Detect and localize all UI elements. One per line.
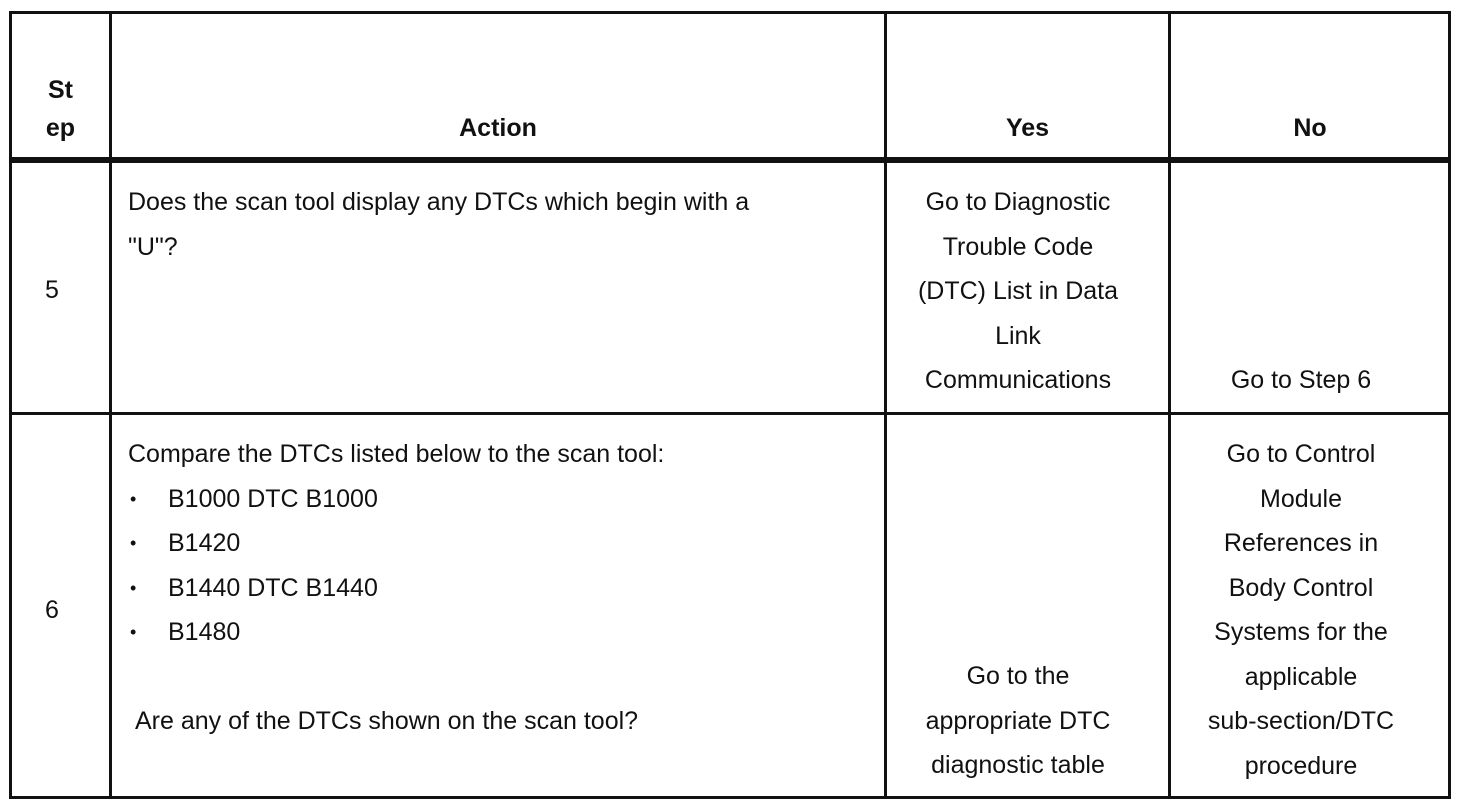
row6-no-line: Body Control xyxy=(1228,573,1374,602)
header-action: Action xyxy=(459,114,537,142)
row6-no-line: Module xyxy=(1260,484,1342,513)
row6-action xyxy=(128,432,868,744)
row5-yes xyxy=(887,180,1149,403)
header-step xyxy=(12,71,109,147)
list-item: • B1480 xyxy=(128,610,868,655)
row5-no xyxy=(1171,358,1431,403)
list-item: • B1420 xyxy=(128,521,868,566)
row6-no-line: procedure xyxy=(1244,751,1358,780)
row6-no-line: Go to Control xyxy=(1226,440,1376,468)
row5-no-line: Go to Step 6 xyxy=(1230,366,1372,394)
row6-action-intro: Compare the DTCs listed below to the scan tool: xyxy=(128,440,665,468)
row5-action-line2: "U"? xyxy=(128,232,178,261)
spacer xyxy=(128,655,868,700)
row-divider xyxy=(12,412,1448,415)
row6-no-line: References in xyxy=(1223,529,1379,557)
row5-yes-line: Go to Diagnostic xyxy=(925,188,1111,216)
header-no: No xyxy=(1293,114,1327,142)
header-step-line1: St xyxy=(48,76,73,104)
list-item: • B1000 DTC B1000 xyxy=(128,477,868,522)
row5-yes-line: Trouble Code xyxy=(942,232,1094,261)
row6-yes-line: Go to the xyxy=(966,662,1070,690)
row5-yes-line: Link xyxy=(995,321,1041,350)
diagnostic-table xyxy=(9,11,1451,799)
row6-yes-line: diagnostic table xyxy=(931,751,1105,779)
row5-action-line1: Does the scan tool display any DTCs which begin with a xyxy=(128,188,750,216)
row6-no-line: sub-section/DTC xyxy=(1207,707,1395,735)
header-divider xyxy=(12,157,1448,163)
row6-step: 6 xyxy=(45,596,59,624)
row6-action-question: Are any of the DTCs shown on the scan tool? xyxy=(135,707,639,735)
header-yes: Yes xyxy=(1005,114,1050,142)
row6-no-line: applicable xyxy=(1244,662,1358,691)
row5-action xyxy=(128,180,868,269)
row5-step: 5 xyxy=(45,276,59,304)
row6-yes xyxy=(887,654,1149,788)
row5-yes-line: Communications xyxy=(924,366,1112,394)
header-step-line2: ep xyxy=(45,114,76,142)
row6-no xyxy=(1171,432,1431,788)
row6-no-line: Systems for the xyxy=(1214,618,1388,646)
list-item: • B1440 DTC B1440 xyxy=(128,566,868,611)
row5-yes-line: (DTC) List in Data xyxy=(917,277,1119,305)
row6-yes-line: appropriate DTC xyxy=(925,706,1111,735)
